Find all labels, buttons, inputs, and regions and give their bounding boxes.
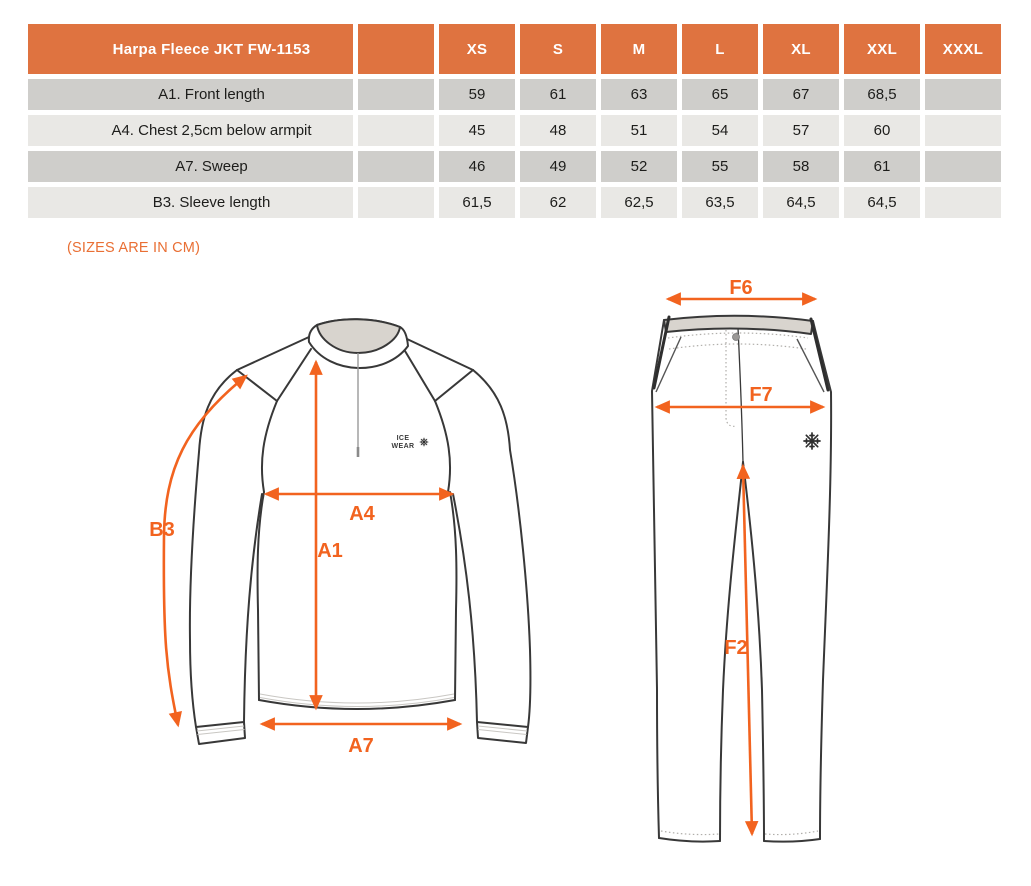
measurement-label-cell: A1. Front length — [28, 79, 353, 110]
size-value-cell: 54 — [682, 115, 758, 146]
size-value-cell: 51 — [601, 115, 677, 146]
f6-label: F6 — [729, 277, 753, 299]
empty-cell — [358, 79, 434, 110]
size-value-cell: 63 — [601, 79, 677, 110]
size-value-cell: 45 — [439, 115, 515, 146]
header-row — [28, 24, 1001, 74]
logo-snowflake-icon — [420, 438, 428, 446]
table-row — [28, 187, 1001, 218]
size-value-cell: 62 — [520, 187, 596, 218]
empty-cell — [358, 115, 434, 146]
f7-label: F7 — [749, 384, 773, 406]
units-note: (SIZES ARE IN CM) — [67, 240, 201, 256]
measurement-label-cell: B3. Sleeve length — [28, 187, 353, 218]
pants-left-pocket-trim — [654, 317, 669, 388]
size-value-cell: 46 — [439, 151, 515, 182]
size-value-cell — [925, 115, 1001, 146]
table-row — [28, 115, 1001, 146]
empty-cell — [358, 187, 434, 218]
size-value-cell: 57 — [763, 115, 839, 146]
size-value-cell: 65 — [682, 79, 758, 110]
pants-right-pocket-trim — [811, 319, 828, 390]
size-header-m: M — [601, 24, 677, 74]
b3-label: B3 — [149, 519, 175, 541]
pants-snowflake-icon — [804, 433, 820, 449]
jacket-right-side — [450, 492, 456, 700]
jacket-hem — [259, 700, 455, 709]
size-value-cell: 59 — [439, 79, 515, 110]
a1-label: A1 — [317, 540, 343, 562]
size-value-cell: 61 — [520, 79, 596, 110]
size-value-cell: 61 — [844, 151, 920, 182]
empty-cell — [358, 151, 434, 182]
size-value-cell: 61,5 — [439, 187, 515, 218]
jacket-left-sleeve-outer — [190, 370, 237, 727]
size-value-cell: 60 — [844, 115, 920, 146]
icewear-logo — [392, 435, 429, 450]
logo-line1: ICE — [396, 435, 410, 442]
jacket-collar-inner — [317, 319, 400, 353]
table-row — [28, 79, 1001, 110]
table-row — [28, 151, 1001, 182]
pants-fly-stitch — [726, 330, 737, 426]
measurement-diagrams — [0, 270, 1031, 886]
pants-center-seam — [738, 328, 743, 462]
pants-button — [733, 334, 740, 341]
size-header-xxxl: XXXL — [925, 24, 1001, 74]
a7-label: A7 — [348, 735, 374, 757]
size-value-cell: 68,5 — [844, 79, 920, 110]
size-value-cell: 62,5 — [601, 187, 677, 218]
size-value-cell: 63,5 — [682, 187, 758, 218]
jacket-left-cuff — [196, 722, 245, 744]
size-value-cell — [925, 151, 1001, 182]
size-header-s: S — [520, 24, 596, 74]
size-value-cell: 64,5 — [844, 187, 920, 218]
measurement-label-cell: A4. Chest 2,5cm below armpit — [28, 115, 353, 146]
jacket-right-sleeve-outer — [473, 370, 530, 727]
size-value-cell: 58 — [763, 151, 839, 182]
size-value-cell: 55 — [682, 151, 758, 182]
pants-right-outer — [813, 321, 831, 839]
size-header-l: L — [682, 24, 758, 74]
a4-label: A4 — [349, 503, 375, 525]
pants-hems — [659, 838, 820, 842]
size-chart-table — [23, 19, 1006, 223]
chart-title: Harpa Fleece JKT FW-1153 — [28, 24, 353, 74]
jacket-diagram — [149, 319, 530, 757]
size-value-cell: 48 — [520, 115, 596, 146]
b3-arrow — [164, 376, 246, 725]
size-value-cell — [925, 79, 1001, 110]
size-value-cell: 67 — [763, 79, 839, 110]
size-value-cell: 49 — [520, 151, 596, 182]
pants-left-outer — [652, 320, 664, 838]
pants-diagram — [652, 277, 831, 842]
size-header-xl: XL — [763, 24, 839, 74]
size-header-xxl: XXL — [844, 24, 920, 74]
logo-line2: WEAR — [391, 443, 415, 450]
f2-label: F2 — [724, 637, 748, 659]
size-value-cell: 52 — [601, 151, 677, 182]
size-value-cell: 64,5 — [763, 187, 839, 218]
size-value-cell — [925, 187, 1001, 218]
empty-header-cell — [358, 24, 434, 74]
size-header-xs: XS — [439, 24, 515, 74]
measurement-label-cell: A7. Sweep — [28, 151, 353, 182]
